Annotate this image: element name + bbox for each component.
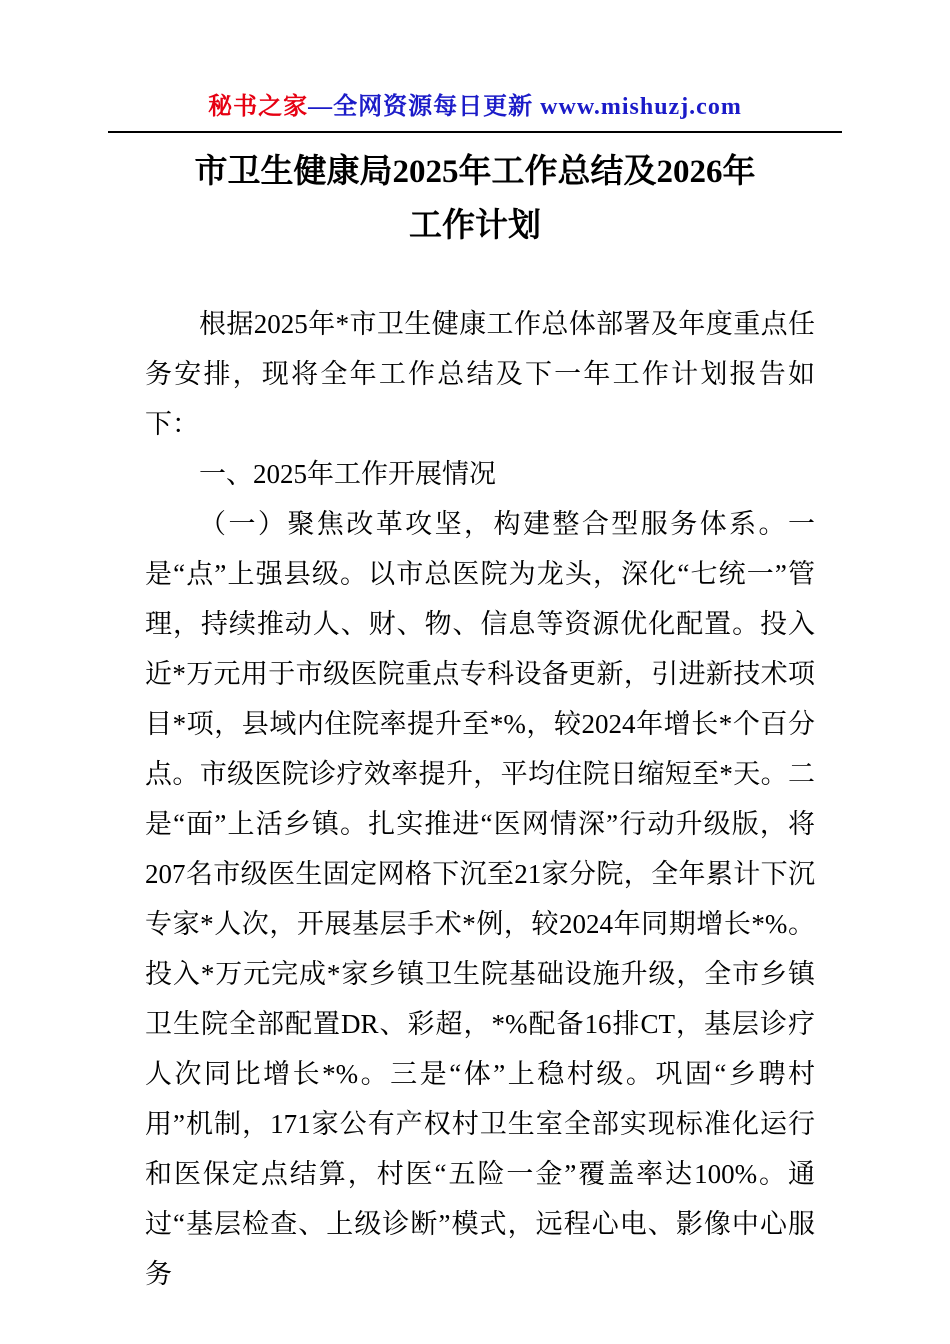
document-body bbox=[145, 299, 815, 1299]
site-tagline: —全网资源每日更新 bbox=[308, 94, 541, 120]
section-1-paragraph: （一）聚焦改革攻坚，构建整合型服务体系。一是“点”上强县级。以市总医院为龙头，深化“七统一”管理，持续推动人、财、物、信息等资源优化配置。投入近*万元用于市级医院重点专科设备更新，引进新技术项目*项，县域内住院率提升至*%，较2024年增长*个百分点。市级医院诊疗效率提升，平均住院日缩短至*天。二是“面”上活乡镇。扎实推进“医网情深”行动升级版，将207名市级医生固定网格下沉至21家分院，全年累计下沉专家*人次，开展基层手术*例，较2024年同期增长*%。投入*万元完成*家乡镇卫生院基础设施升级，全市乡镇卫生院全部配置DR、彩超，*%配备16排CT，基层诊疗人次同比增长*%。三是“体”上稳村级。巩固“乡聘村用”机制，171家公有产权村卫生室全部实现标准化运行和医保定点结算，村医“五险一金”覆盖率达100%。通过“基层检查、上级诊断”模式，远程心电、影像中心服务 bbox=[145, 509, 815, 1289]
document-title-line2: 工作计划 bbox=[409, 208, 541, 244]
site-brand: 秘书之家 bbox=[208, 94, 309, 120]
page-header bbox=[108, 0, 842, 133]
document-title-line1: 市卫生健康局2025年工作总结及2026年 bbox=[194, 154, 756, 190]
intro-paragraph: 根据2025年*市卫生健康工作总体部署及年度重点任务安排，现将全年工作总结及下一年工作计划报告如下： bbox=[145, 309, 815, 439]
section-heading-2025-review: 一、2025年工作开展情况 bbox=[199, 459, 496, 489]
document-title bbox=[95, 145, 855, 253]
site-url-link[interactable]: www.mishuzj.com bbox=[540, 94, 742, 120]
